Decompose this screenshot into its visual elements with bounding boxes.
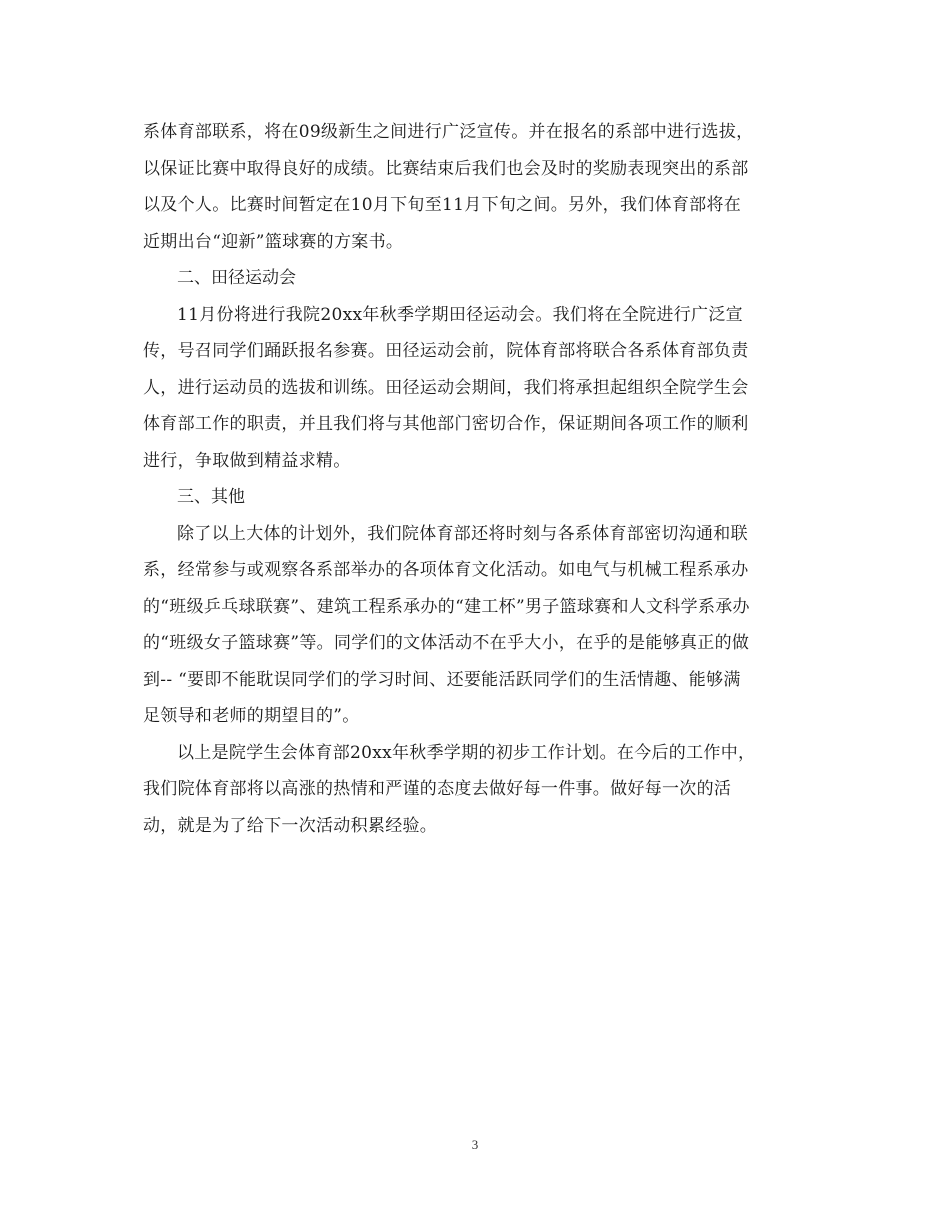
paragraph-summary <box>143 735 805 845</box>
text-line: 我们院体育部将以高涨的热情和严谨的态度去做好每一件事。做好每一次的活 <box>143 779 732 799</box>
text-line: 系体育部联系，将在09级新生之间进行广泛宣传。并在报名的系部中进行选拔， <box>143 122 754 142</box>
text-line: 除了以上大体的计划外，我们院体育部还将时刻与各系体育部密切沟通和联 <box>177 523 748 544</box>
text-line: 传，号召同学们踊跃报名参赛。田径运动会前，院体育部将联合各系体育部负责 <box>143 341 749 361</box>
section-heading-other: 三、其他 <box>177 487 245 507</box>
text-line: 以及个人。比赛时间暂定在10月下旬至11月下旬之间。另外，我们体育部将在 <box>143 195 742 215</box>
paragraph-track-meet <box>143 297 805 480</box>
text-line: 以保证比赛中取得良好的成绩。比赛结束后我们也会及时的奖励表现突出的系部 <box>143 158 749 179</box>
text-line: 的“班级乒乓球联赛”、建筑工程系承办的“建工杯”男子篮球赛和人文科学系承办 <box>143 596 750 617</box>
text-line: 体育部工作的职责，并且我们将与其他部门密切合作，保证期间各项工作的顺利 <box>143 414 749 434</box>
text-line: 进行，争取做到精益求精。 <box>143 450 351 471</box>
text-line: 到-- “要即不能耽误同学们的学习时间、还要能活跃同学们的生活情趣、能够满 <box>143 669 741 690</box>
text-line: 11月份将进行我院20xx年秋季学期田径运动会。我们将在全院进行广泛宣 <box>177 304 743 325</box>
paragraph-other <box>143 516 805 735</box>
text-line: 的“班级女子篮球赛”等。同学们的文体活动不在乎大小，在乎的是能够真正的做 <box>143 633 750 653</box>
section-heading-track-meet: 二、田径运动会 <box>177 268 296 288</box>
text-line: 近期出台“迎新”篮球赛的方案书。 <box>143 231 404 252</box>
document-body <box>143 114 805 844</box>
text-line: 足领导和老师的期望目的”。 <box>143 706 360 726</box>
text-line: 以上是院学生会体育部20xx年秋季学期的初步工作计划。在今后的工作中， <box>177 742 756 763</box>
page-number: 3 <box>471 1137 479 1152</box>
text-line: 系，经常参与或观察各系部举办的各项体育文化活动。如电气与机械工程系承办 <box>143 560 749 580</box>
paragraph-continuation <box>143 114 805 260</box>
text-line: 动，就是为了给下一次活动积累经验。 <box>143 815 438 836</box>
text-line: 人，进行运动员的选拔和训练。田径运动会期间，我们将承担起组织全院学生会 <box>143 377 749 398</box>
